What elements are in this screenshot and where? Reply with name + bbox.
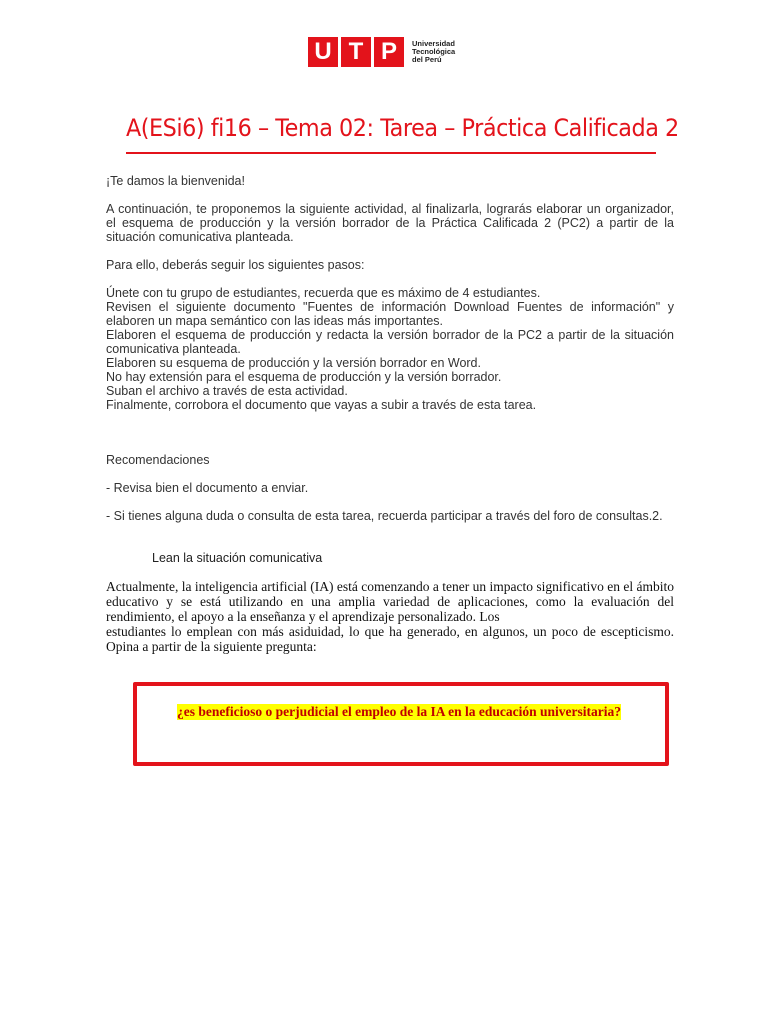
situation-paragraph: Actualmente, la inteligencia artificial (IA) está comenzando a tener un impacto significativo en el ámbito educativo y se está utilizando en una amplia variedad de aplicaciones, como la evaluación del rendimiento, el apoyo a la enseñanza y el aprendizaje personalizado. Los — [106, 579, 674, 624]
step-item: No hay extensión para el esquema de producción y la versión borrador. — [106, 370, 502, 384]
logo-letter-u: U — [308, 37, 338, 67]
recommendation-item: - Revisa bien el documento a enviar. — [106, 481, 309, 495]
steps-intro: Para ello, deberás seguir los siguientes pasos: — [106, 258, 365, 272]
welcome-text: ¡Te damos la bienvenida! — [106, 174, 245, 188]
logo-letters — [308, 37, 404, 67]
intro-section — [106, 174, 674, 412]
page-title: A(ESi6) fi16 – Tema 02: Tarea – Práctica Calificada 2 — [126, 114, 679, 142]
logo-letter-t: T — [341, 37, 371, 67]
situation-text — [106, 579, 674, 654]
recommendations-section — [106, 453, 674, 523]
step-item: Elaboren el esquema de producción y redacta la versión borrador de la PC2 a partir de la situación comunicativa planteada. — [106, 328, 674, 356]
guiding-question: ¿es beneficioso o perjudicial el empleo de la IA en la educación universitaria? — [177, 704, 621, 719]
recommendations-heading: Recomendaciones — [106, 453, 210, 467]
step-item: Elaboren su esquema de producción y la versión borrador en Word. — [106, 356, 481, 370]
step-item: Suban el archivo a través de esta actividad. — [106, 384, 348, 398]
logo-line: del Perú — [412, 55, 442, 64]
logo-line: Universidad — [412, 39, 455, 48]
situation-paragraph: estudiantes lo emplean con más asiduidad, lo que ha generado, en algunos, un poco de escepticismo. Opina a partir de la siguiente pregunta: — [106, 624, 674, 654]
title-underline — [126, 152, 656, 154]
utp-logo — [308, 36, 455, 68]
situation-label: Lean la situación comunicativa — [152, 551, 323, 565]
step-item: Finalmente, corrobora el documento que vayas a subir a través de esta tarea. — [106, 398, 537, 412]
logo-university-name — [412, 40, 455, 64]
recommendation-item: - Si tienes alguna duda o consulta de esta tarea, recuerda participar a través del foro de consultas.2. — [106, 509, 663, 523]
activity-description: A continuación, te proponemos la siguiente actividad, al finalizarla, lograrás elaborar un organizador, el esquema de producción y la versión borrador de la Práctica Calificada 2 (PC2) a partir de la situación comunicativa planteada. — [106, 202, 674, 244]
logo-letter-p: P — [374, 37, 404, 67]
question-box — [133, 682, 669, 766]
step-item: Revisen el siguiente documento "Fuentes de información Download Fuentes de información" y elaboren un mapa semántico con las ideas más importantes. — [106, 300, 674, 328]
step-item: Únete con tu grupo de estudiantes, recuerda que es máximo de 4 estudiantes. — [106, 286, 541, 300]
logo-line: Tecnológica — [412, 47, 456, 56]
